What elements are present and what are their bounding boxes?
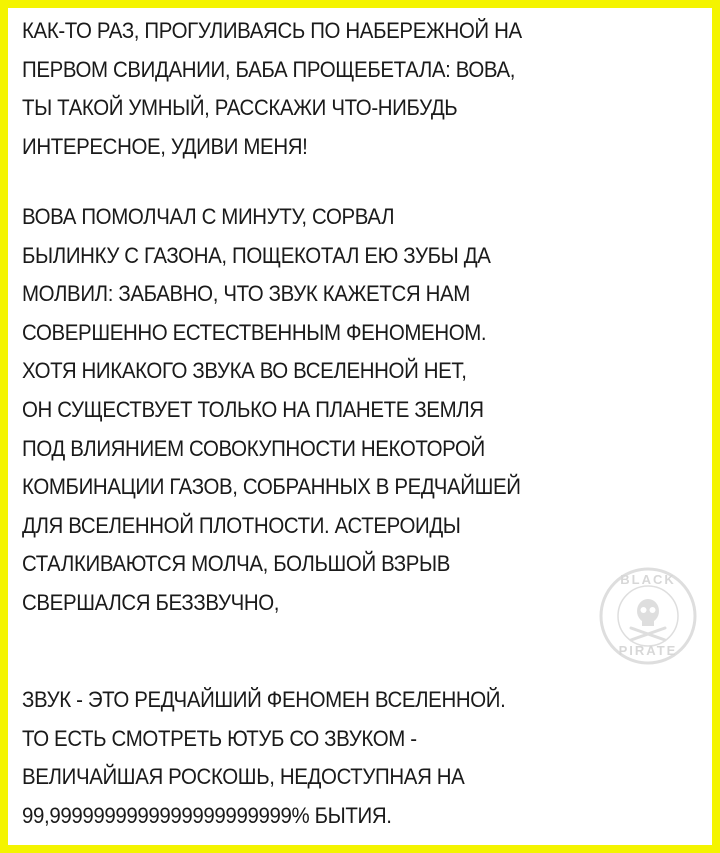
paragraph-explanation: ВОВА ПОМОЛЧАЛ С МИНУТУ, СОРВАЛ БЫЛИНКУ С ГАЗОНА, ПОЩЕКОТАЛ ЕЮ ЗУБЫ ДА МОЛВИЛ: ЗАБАВНО, ЧТО ЗВУК КАЖЕТСЯ НАМ СОВЕРШЕННО ЕСТЕСТВЕННЫМ ФЕНОМЕНОМ. ХОТЯ НИКАКОГО ЗВУКА ВО ВСЕЛЕННОЙ НЕТ, ОН СУЩЕСТВУЕТ ТОЛЬКО НА ПЛАНЕТЕ ЗЕМЛЯ ПОД ВЛИЯНИЕМ СОВОКУПНОСТИ НЕКОТОРОЙ КОМБИНАЦИИ ГАЗОВ, СОБРАННЫХ В РЕДЧАЙШЕЙ ДЛЯ ВСЕЛЕННОЙ ПЛОТНОСТИ. АСТЕРОИДЫ СТАЛКИВАЮТСЯ МОЛЧА, БОЛЬШОЙ ВЗРЫВ СВЕРШАЛСЯ БЕЗЗВУЧНО, bbox=[22, 204, 521, 615]
paragraph-intro: КАК-ТО РАЗ, ПРОГУЛИВАЯСЬ ПО НАБЕРЕЖНОЙ НА ПЕРВОМ СВИДАНИИ, БАБА ПРОЩЕБЕТАЛА: ВОВА, ТЫ ТАКОЙ УМНЫЙ, РАССКАЖИ ЧТО-НИБУДЬ ИНТЕРЕСНОЕ, УДИВИ МЕНЯ! bbox=[22, 18, 522, 159]
watermark-bottom-text: PIRATE bbox=[618, 643, 678, 658]
paragraph-conclusion: ЗВУК - ЭТО РЕДЧАЙШИЙ ФЕНОМЕН ВСЕЛЕННОЙ. ТО ЕСТЬ СМОТРЕТЬ ЮТУБ СО ЗВУКОМ - ВЕЛИЧАЙШАЯ РОСКОШЬ, НЕДОСТУПНАЯ НА 99,9999999999999999999999% БЫТИЯ. bbox=[22, 687, 506, 828]
document-page bbox=[8, 8, 712, 845]
watermark-top-text: BLACK bbox=[620, 572, 676, 587]
black-pirate-watermark bbox=[598, 566, 698, 666]
